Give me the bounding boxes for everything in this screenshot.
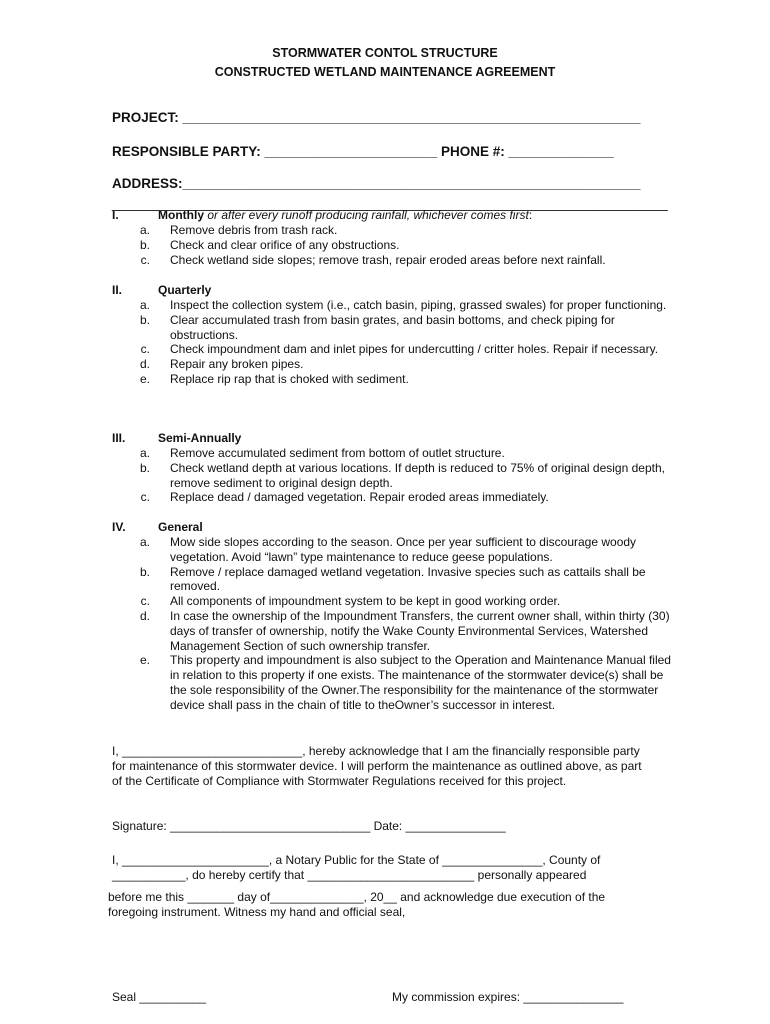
seal-line: Seal __________ xyxy=(112,990,207,1004)
item-text: Check impoundment dam and inlet pipes for undercutting / critter holes. Repair if necessary. xyxy=(170,342,659,357)
list-item xyxy=(112,535,672,565)
list-item xyxy=(112,609,672,653)
list-item xyxy=(112,490,672,505)
section-heading xyxy=(158,520,203,534)
document-title-line1: STORMWATER CONTOL STRUCTURE xyxy=(272,46,498,60)
item-marker: c. xyxy=(140,490,150,505)
item-text: Replace dead / damaged vegetation. Repair eroded areas immediately. xyxy=(170,490,549,505)
notary-paragraph-2: before me this _______ day of______________, 20__ and acknowledge due execution of the foregoing instrument. Witness my hand and official seal, xyxy=(108,890,606,919)
notary-paragraph-1: I, ______________________, a Notary Public for the State of _______________, County of ___________, do hereby certify that _________________________ personally appeared xyxy=(112,853,601,882)
list-item xyxy=(112,357,672,372)
list-item xyxy=(112,223,672,238)
project-field: PROJECT: _____________________________________________________________ xyxy=(112,110,641,125)
list-item xyxy=(112,565,672,595)
document-title-line2: CONSTRUCTED WETLAND MAINTENANCE AGREEMENT xyxy=(214,65,556,79)
item-marker: d. xyxy=(139,357,150,372)
item-marker: e. xyxy=(139,653,150,668)
item-marker: a. xyxy=(139,446,150,460)
section-heading-bold: General xyxy=(158,520,203,534)
list-item xyxy=(112,313,672,343)
item-marker: b. xyxy=(139,460,150,475)
section-items xyxy=(112,535,672,713)
list-item xyxy=(112,446,672,461)
list-item xyxy=(112,253,672,268)
item-marker: a. xyxy=(139,298,150,312)
section-heading xyxy=(158,431,241,445)
section-heading-bold: Monthly xyxy=(158,208,204,222)
list-item xyxy=(112,594,672,609)
section-items xyxy=(112,298,672,387)
item-marker: a. xyxy=(139,223,150,237)
item-text: In case the ownership of the Impoundment Transfers, the current owner shall, within thirty (30) days of transfer of ownership, notify the Wake County Environmental Services, Watershed Management Section of such ownership transfer. xyxy=(170,608,670,653)
item-text: Check wetland side slopes; remove trash, repair eroded areas before next rainfall. xyxy=(170,252,606,267)
section-items xyxy=(112,446,672,505)
list-item xyxy=(112,653,672,712)
section-heading-bold: Semi-Annually xyxy=(158,431,242,445)
list-item xyxy=(112,238,672,253)
list-item xyxy=(112,372,672,387)
section-heading-italic: or after every runoff producing rainfall, whichever comes first xyxy=(204,208,529,222)
section-number: III. xyxy=(112,431,126,445)
item-marker: c. xyxy=(140,252,150,267)
item-text: Repair any broken pipes. xyxy=(170,357,304,372)
item-text: Check and clear orifice of any obstructions. xyxy=(170,237,400,252)
item-text: Mow side slopes according to the season. Once per year sufficient to discourage woody vegetation. Avoid “lawn” type maintenance to reduce geese populations. xyxy=(170,535,637,564)
item-text: Clear accumulated trash from basin grates, and basin bottoms, and check piping for obstructions. xyxy=(170,312,615,342)
item-marker: c. xyxy=(140,342,150,357)
responsible-party-field: RESPONSIBLE PARTY: _______________________ PHONE #: ______________ xyxy=(112,144,614,159)
section-heading-bold: Quarterly xyxy=(158,283,212,297)
item-text: Replace rip rap that is choked with sediment. xyxy=(170,371,409,386)
address-field: ADDRESS:_____________________________________________________________ xyxy=(112,176,641,191)
item-marker: b. xyxy=(139,564,150,579)
signature-line: Signature: ______________________________ Date: _______________ xyxy=(112,819,506,833)
section-heading-tail: : xyxy=(528,208,533,222)
item-text: All components of impoundment system to be kept in good working order. xyxy=(170,594,561,609)
section-number: IV. xyxy=(112,520,126,534)
list-item xyxy=(112,298,672,313)
item-text: Check wetland depth at various locations. If depth is reduced to 75% of original design depth, remove sediment to original design depth. xyxy=(170,460,665,490)
item-text: Inspect the collection system (i.e., catch basin, piping, grassed swales) for proper functioning. xyxy=(170,298,667,312)
item-marker: b. xyxy=(139,237,150,252)
section-items xyxy=(112,223,672,267)
item-text: Remove debris from trash rack. xyxy=(170,223,338,237)
list-item xyxy=(112,461,672,491)
item-marker: b. xyxy=(139,312,150,327)
section-number: II. xyxy=(112,283,123,297)
section-heading xyxy=(158,208,532,222)
acknowledgement-paragraph: I, ___________________________, hereby acknowledge that I am the financially responsible party for maintenance of this stormwater device. I will perform the maintenance as outlined above, as part of the Certificate of Compliance with Stormwater Regulations received for this project. xyxy=(112,744,642,788)
list-item xyxy=(112,342,672,357)
address-line-2: __________________________________________________________________________ xyxy=(112,196,668,211)
item-text: This property and impoundment is also subject to the Operation and Maintenance Manual filed in relation to this property if one exists. The maintenance of the stormwater device(s) shall be the sole responsibility of the Owner.The responsibility for the maintenance of the stormwater device shall pass in the chain of title to theOwner’s successor in interest. xyxy=(170,653,671,712)
section-number: I. xyxy=(112,208,119,222)
section-heading xyxy=(158,283,211,297)
item-marker: a. xyxy=(139,535,150,549)
item-marker: e. xyxy=(139,371,150,386)
item-text: Remove / replace damaged wetland vegetation. Invasive species such as cattails shall be removed. xyxy=(170,564,646,594)
item-text: Remove accumulated sediment from bottom of outlet structure. xyxy=(170,446,505,460)
item-marker: c. xyxy=(140,594,150,609)
commission-expires-line: My commission expires: _______________ xyxy=(392,990,624,1004)
item-marker: d. xyxy=(139,608,150,623)
